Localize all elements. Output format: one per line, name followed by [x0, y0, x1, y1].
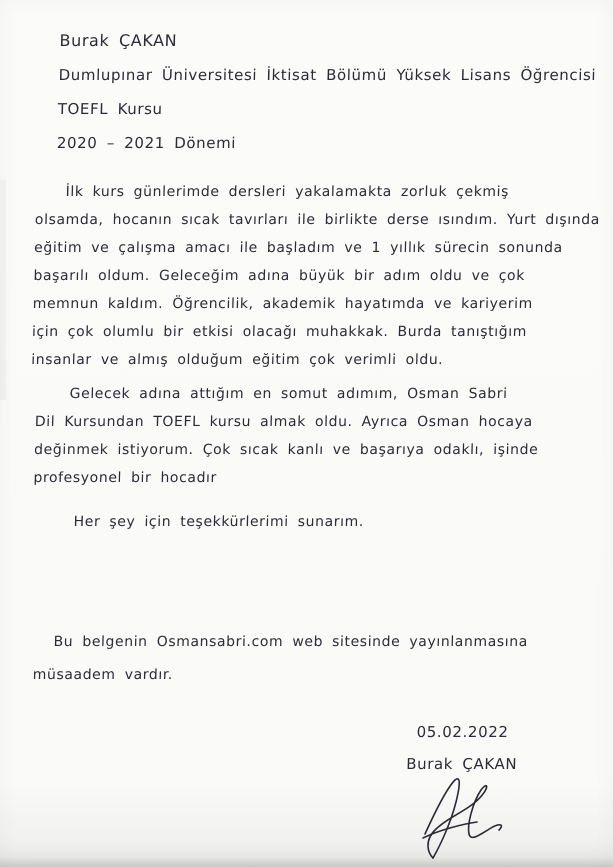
course-term: 2020 – 2021 Dönemi	[56, 134, 237, 152]
letter-date: 05.02.2022	[416, 723, 509, 741]
paragraph-course-experience: İlk kurs günlerimde dersleri yakalamakta zorluk çekmiş olsamda, hocanın sıcak tavırları ile birlikte derse ısındım. Yurt dışında eğitim ve çalışma amacı ile başladım ve 1 yıllık sürecin sonunda başarılı oldum. Geleceğim adına büyük bir adım oldu ve çok memnun kaldım. Öğrencilik, akademik hayatımda ve kariyerim için çok olumlu bir etkisi olacağı muhakkak. Burda tanıştığım insanlar ve almış olduğum eğitim çok verimli oldu.	[31, 184, 601, 368]
signatory-name: Burak ÇAKAN	[405, 755, 518, 773]
signature-block	[351, 716, 573, 780]
paragraph-thanks: Her şey için teşekkürlerimi sunarım.	[73, 514, 365, 530]
author-affiliation: Dumlupınar Üniversitesi İktisat Bölümü Yüksek Lisans Öğrencisi	[58, 66, 597, 84]
scan-bottom-shadow	[0, 857, 613, 867]
paragraph-teacher-praise: Gelecek adına attığım en somut adımım, Osman Sabri Dil Kursundan TOEFL kursu almak oldu. Ayrıca Osman hocaya değinmek istiyorum. Çok sıcak kanlı ve başarıya odaklı, işinde profesyonel bir hocadır	[33, 386, 539, 486]
course-title: TOEFL Kursu	[57, 100, 163, 118]
paragraph-publication-permission: Bu belgenin Osmansabri.com web sitesinde yayınlanmasına müsaadem vardır.	[32, 634, 529, 683]
letter-header	[56, 24, 607, 160]
author-name: Burak ÇAKAN	[59, 31, 178, 50]
scan-edge-smudge	[0, 180, 6, 400]
handwritten-signature	[411, 772, 521, 862]
